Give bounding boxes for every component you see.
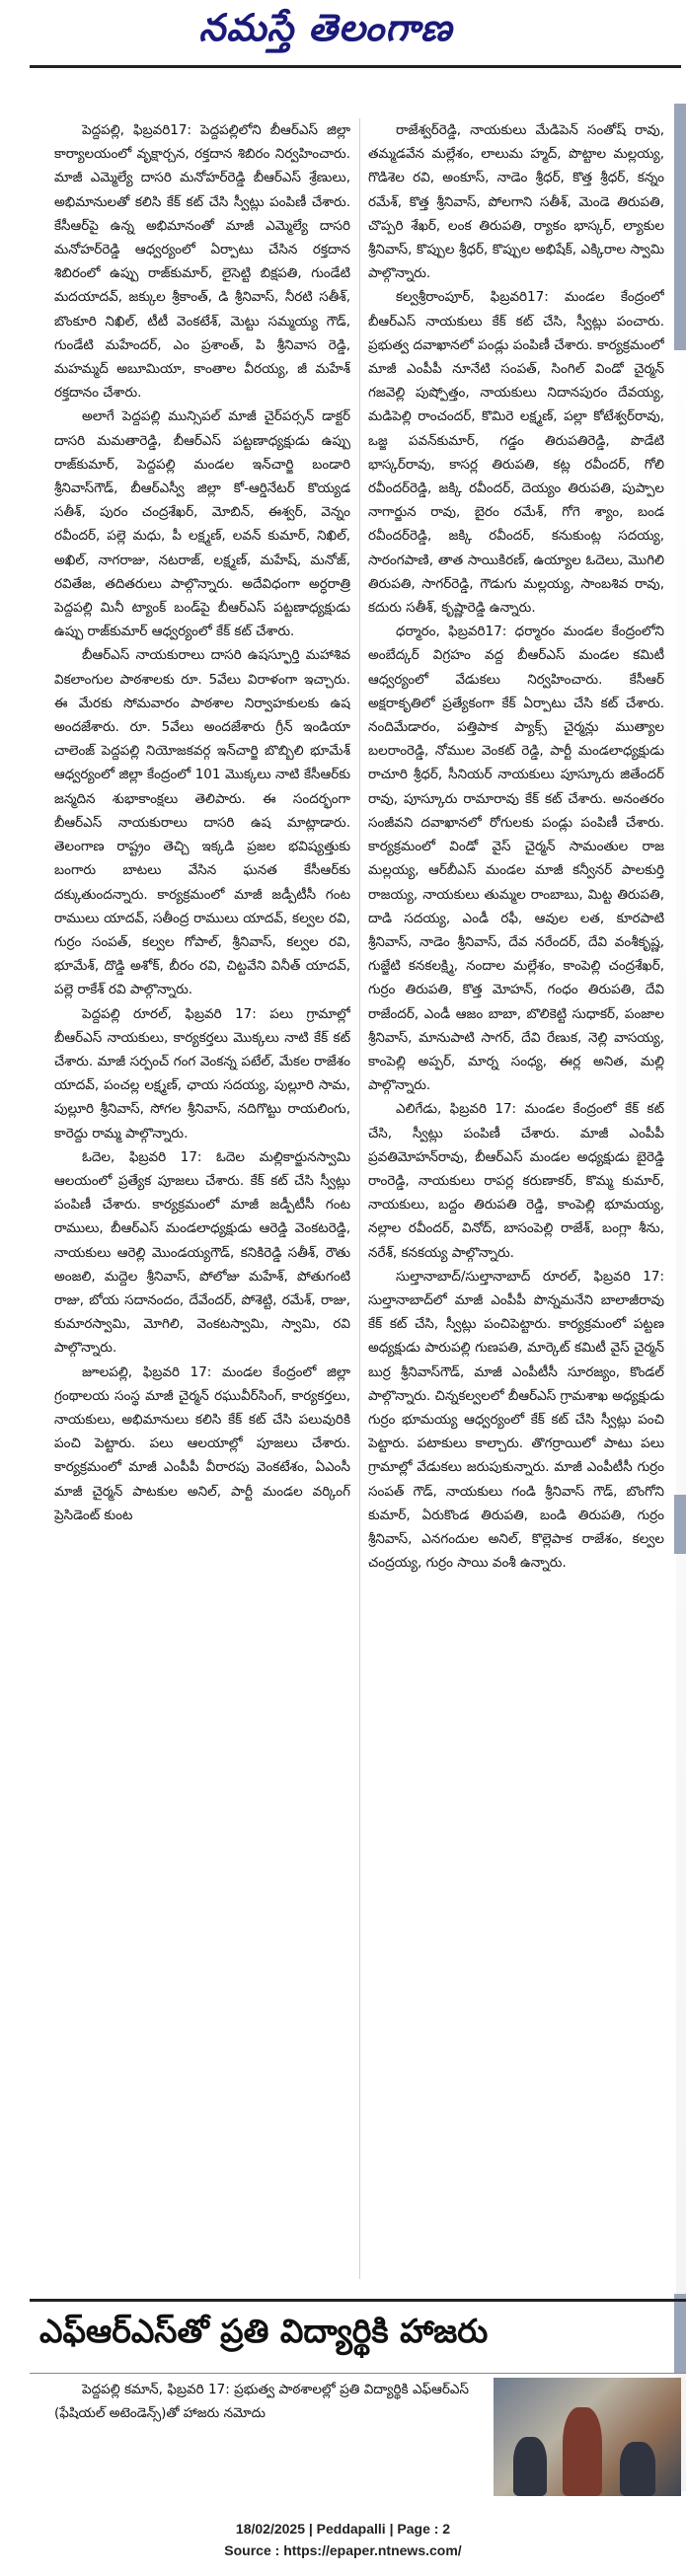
paragraph: ఓదెల, ఫిబ్రవరి 17: ఓదెల మల్లికార్జునస్వామి ఆలయంలో ప్రత్యేక పూజలు చేశారు. కేక్ కట్ చేసి స్వీట్లు పంపిణీ చేశారు. కార్యక్రమంలో మాజీ జడ్పీటీసీ గంట రాములు, బీఆర్‌ఎస్ మండలాధ్యక్షుడు ఆరెడ్డి వెంకటరెడ్డి, నాయకులు ఆరెల్లి మొండయ్యగౌడ్, కనికిరెడ్డి సతీశ్, రౌతు అంజలి, మద్దెల శ్రీనివాస్, పోలోజు మహేశ్, పోతుగంటి రాజు, బోయ సదానందం, దేవేందర్, పోశెట్టి, రమేశ్, రాజు, కుమారస్వామి, మోగిలి, వెంకటస్వామి, స్వామి, రవి పాల్గొన్నారు. — [54, 1148, 350, 1357]
masthead — [0, 0, 686, 77]
footer-date-line: 18/02/2025 | Peddapalli | Page : 2 — [235, 2521, 451, 2537]
photo-figure — [513, 2437, 547, 2496]
article-headline: ఎఫ్‌ఆర్‌ఎస్‌తో ప్రతి విద్యార్థికి హాజరు — [39, 2312, 489, 2350]
paragraph: అలాగే పెద్దపల్లి మున్సిపల్ మాజీ చైర్‌పర్సన్ డాక్టర్ దాసరి మమతారెడ్డి, బీఆర్‌ఎస్ పట్టణాధ్యక్షుడు ఉప్పు రాజ్‌కుమార్, పెద్దపల్లి మండల ఇన్‌చార్జి బండారి శ్రీనివాస్‌గౌడ్, బీఆర్‌ఎస్వీ జిల్లా కో-ఆర్డినేటర్ కొయ్యడ సతీశ్, పురం చంద్రశేఖర్, మోబిన్, ఈశ్వర్, వెన్నం రవీందర్, పల్లె మధు, పీ లక్ష్మణ్, లవన్ కుమార్, నిఖిల్, అఖిల్, నాగరాజు, నటరాజ్, లక్ష్మణ్, మహేష్, మనోజ్, రవితేజ, తదితరులు పాల్గొన్నారు. అదేవిధంగా అర్ధరాత్రి పెద్దపల్లి మినీ ట్యాంక్ బండ్‌పై బీఆర్‌ఎస్ పట్టణాధ్యక్షుడు ఉప్పు రాజ్‌కుమార్ ఆధ్వర్యంలో కేక్ కట్ చేశారు. — [54, 408, 350, 640]
paragraph: ధర్మారం, ఫిబ్రవరి17: ధర్మారం మండల కేంద్రంలోని అంబేద్కర్ విగ్రహం వద్ద బీఆర్‌ఎస్ మండల కమిటీ ఆధ్వర్యంలో వేడుకలు నిర్వహించారు. కేసీఆర్ అక్షరాకృతిలో ప్రత్యేకంగా కేక్ ఏర్పాటు చేసి కట్ చేశారు. నందిమేడారం, పత్తిపాక ప్యాక్స్ చైర్మన్లు ముత్యాల బలరాంరెడ్డి, నోముల వెంకట్ రెడ్డి, పార్టీ మండలాధ్యక్షుడు రాచూరి శ్రీధర్, సీనియర్ నాయకులు పూస్కూరు జితేందర్ రావు, పూస్కూరు రామారావు కేక్ కట్ చేశారు. అనంతరం సంజీవని దవాఖానలో రోగులకు పండ్లు పంపిణీ చేశారు. కార్యక్రమంలో విండో వైస్ చైర్మన్ సామంతుల రాజ మల్లయ్య, ఆర్‌బీఎస్ మండల మాజీ కన్వీనర్ పాలకుర్తి రాజయ్య, నాయకులు తుమ్మల రాంబాబు, మిట్ట తిరుపతి, దాడి సదయ్య, ఎండీ రఫీ, ఆవుల లత, కూరపాటి శ్రీనివాస్, నాడెం శ్రీనివాస్, దేవ నరేందర్, దేవి వంశీకృష్ణ, గుజ్జేటి కనకలక్ష్మి, నందాల మల్లేశం, కాంపెల్లి చంద్రశేఖర్, గుర్రం తిరుపతి, కొత్త మోహన్, గంధం తిరుపతి, దేవి రాజేందర్, ఎండీ ఆజం బాబా, బొలికెట్టి సుధాకర్, పంజాల శ్రీనివాస్, మానుపాటి సాగర్, దేవి రేణుక, నెల్లి వాసయ్య, కాంపెల్లి అప్పర్, మార్న సంధ్య, ఈర్ల అనిత, మల్లి పాల్గొన్నారు. — [368, 624, 664, 1094]
adjacent-page-edge — [676, 94, 686, 2491]
article-column-right — [368, 118, 664, 2279]
bottom-article — [54, 2378, 469, 2496]
adjacent-photo — [674, 1495, 686, 1554]
paragraph: కల్వశ్రీరాంపూర్, ఫిబ్రవరి17: మండల కేంద్రంలో బీఆర్‌ఎస్ నాయకులు కేక్ కట్ చేసి, స్వీట్లు పంచారు. ప్రభుత్వ దవాఖానలో పండ్లు పంపిణీ చేశారు. కార్యక్రమంలో మాజీ ఎంపీపీ నూనేటి సంపత్, సింగిల్ విండో చైర్మన్ గజవెల్లి పుష్పోత్తం, నాయకులు నిదానపురం దేవయ్య, మడిపెల్లి రాంచందర్, కొమిరె లక్ష్మణ్, పల్లా కోటేశ్వర్‌రావు, ఒజ్జ పవన్‌కుమార్, గడ్డం తిరుపతిరెడ్డి, పొడేటి భాస్కర్‌రావు, కాసర్ల తిరుపతి, కట్ల రవీందర్, గోలి రవీందర్‌రెడ్డి, జక్కి రవీందర్, దెయ్యం తిరుపతి, పుప్పాల నాగార్జున రావు, బైరం రమేశ్, గోగె శ్యాం, బండ రవీందర్‌రెడ్డి, జక్కి రవీందర్, కనుకుంట్ల సదయ్య, సారంగపాణి, తాత సాయికిరణ్, ఉయ్యాల ఓదెలు, మొగిలి తిరుపతి, సాగర్‌రెడ్డి, గౌడుగు మల్లయ్య, సాంబశివ రావు, కదురు సతీశ్, కృష్ణారెడ్డి ఉన్నారు. — [368, 289, 664, 617]
classroom-photo — [494, 2378, 681, 2496]
main-article — [54, 118, 671, 2279]
paragraph: పెద్దపల్లి కమాన్, ఫిబ్రవరి 17: ప్రభుత్వ పాఠశాలల్లో ప్రతి విద్యార్థికి ఎఫ్‌ఆర్‌ఎస్ (ఫేషియల్ అటెండెన్స్)తో హాజరు నమోదు — [54, 2382, 469, 2421]
paragraph: జూలపల్లి, ఫిబ్రవరి 17: మండల కేంద్రంలో జిల్లా గ్రంథాలయ సంస్థ మాజీ చైర్మన్ రఘువీర్‌సింగ్, కార్యకర్తలు, నాయకులు, అభిమానులు కలిసి కేక్ కట్ చేసి పలువురికి పంచి పెట్టారు. పలు ఆలయాల్లో పూజలు చేశారు. కార్యక్రమంలో మాజీ ఎంపీపీ వీరారపు వెంకటేశం, ఏఎంసీ మాజీ చైర్మన్ పాటకుల అనిల్, పార్టీ మండల వర్కింగ్ ప్రెసిడెంట్ కుంట — [54, 1363, 350, 1523]
paragraph: సుల్తానాబాద్/సుల్తానాబాద్ రూరల్, ఫిబ్రవరి 17: సుల్తానాబాద్‌లో మాజీ ఎంపీపీ పొన్నమనేని బాలాజీరావు కేక్ కట్ చేసి, స్వీట్లు పంచిపెట్టారు. కార్యక్రమంలో పట్టణ అధ్యక్షుడు పారుపల్లి గుణపతి, మార్కెట్ కమిటీ వైస్ చైర్మన్ బుర్ర శ్రీనివాస్‌గౌడ్, మాజీ ఎంపీటీసీ సూరజ్యం, కొండల్ పాల్గొన్నారు. చిన్నకల్వలలో బీఆర్‌ఎస్ గ్రామశాఖ అధ్యక్షుడు గుర్రం భూమయ్య ఆధ్వర్యంలో కేక్ కట్ చేసి స్వీట్లు పంచి పెట్టారు. పటాకులు కాల్చారు. తొగర్రాయిలో పాటు పలు గ్రామాల్లో వేడుకలు జరుపుకున్నారు. మాజీ ఎంపీటీసీ గుర్రం సంపత్ గౌడ్, నాయకులు గండి శ్రీనివాస్ గౌడ్, బొంగోని కుమార్, ఏరుకొండ తిరుపతి, బండి తిరుపతి, గుర్రం శ్రీనివాస్, ఎనగందుల అనిల్, కొల్లెపాక రాజేశం, కల్వల చంద్రయ్య, గుర్రం సాయి వంశీ ఉన్నారు. — [368, 1268, 664, 1572]
photo-figure — [563, 2407, 602, 2496]
paragraph: రాజేశ్వర్‌రెడ్డి, నాయకులు మేడిపెన్ సంతోష్ రావు, తమ్మడవేన మల్లేశం, లాలుమ హ్మద్, పొట్టాల మల్లయ్య, గొడిశెల రవి, అంకూస్, నాడెం శ్రీధర్, కొత్త శ్రీధర్, కన్నం రమేశ్, కొత్త శ్రీనివాస్, పోలగాని సతీశ్, మెండె తిరుపతి, చొప్పరి శేఖర్, లంక తిరుపతి, ర్యాకం భాస్కర్, ల్యాకుల శ్రీనివాస్, కొప్పుల శ్రీధర్, కొప్పుల అభిషేక్, ఎక్కిరాల స్వామి పాల్గొన్నారు. — [368, 122, 664, 282]
article-column-left — [54, 118, 350, 2279]
page-footer — [0, 2518, 686, 2561]
paragraph: ఎలిగేడు, ఫిబ్రవరి 17: మండల కేంద్రంలో కేక్ కట్ చేసి, స్వీట్లు పంపిణీ చేశారు. మాజీ ఎంపీపీ ప్రవతిమోహన్‌రావు, బీఆర్‌ఎస్ మండల అధ్యక్షుడు బైరెడ్డి రాంరెడ్డి, నాయకులు రాపర్ల కరుణాకర్, కొమ్మ కుమార్, నాయకులు, బద్దం తిరుపతి రెడ్డి, కాంపెల్లి భూమయ్య, నల్లాల రవీందర్, వినోద్, బాసంపెల్లి రాజేశ్, బంగ్లా శీను, నరేశ్, కనకయ్య పాల్గొన్నారు. — [368, 1101, 664, 1261]
adjacent-photo — [674, 104, 686, 350]
masthead-title: నమస్తే తెలంగాణ — [198, 6, 453, 49]
column-divider — [359, 118, 360, 2279]
masthead-rule — [30, 65, 681, 68]
paragraph: బీఆర్‌ఎస్ నాయకురాలు దాసరి ఉషస్ఫూర్తి మహాశివ వికలాంగుల పాఠశాలకు రూ. 5వేలు విరాళంగా ఇచ్చారు. ఈ మేరకు సోమవారం పాఠశాల నిర్వాహకులకు ఉష అందజేశారు. రూ. 5వేలు అందజేశారు గ్రీన్ ఇండియా చాలెంజ్ పెద్దపల్లి నియోజకవర్గ ఇన్‌చార్జి బొబ్బిలి భూమేశ్ ఆధ్వర్యంలో జిల్లా కేంద్రంలో 101 మొక్కలు నాటి కేసీఆర్‌కు జన్మదిన శుభాకాంక్షలు తెలిపారు. ఈ సందర్భంగా బీఆర్‌ఎస్ నాయకురాలు దాసరి ఉష మాట్లాడారు. తెలంగాణ రాష్ట్రం తెచ్చి ఇక్కడి ప్రజల భవిష్యత్తుకు బంగారు బాటలు వేసిన ఘనత కేసీఆర్‌కు దక్కుతుందన్నారు. కార్యక్రమంలో మాజీ జడ్పీటీసీ గంట రాములు యాదవ్, సతీంద్ర రాములు యాదవ్, కల్వల రవి, గుర్రం సంపత్, కల్వల గోపాల్, శ్రీనివాస్, కల్వల రవి, భూమేశ్, దొడ్డి అశోక్, బీరం రవి, చిట్టవేని వినీత్ యాదవ్, పల్లె రాకేశ్ రవి పాల్గొన్నారు. — [54, 647, 350, 998]
footer-source-line: Source : https://epaper.ntnews.com/ — [224, 2542, 462, 2558]
photo-figure — [620, 2442, 655, 2496]
paragraph: పెద్దపల్లి, ఫిబ్రవరి17: పెద్దపల్లిలోని బీఆర్‌ఎస్ జిల్లా కార్యాలయంలో వృక్షార్చన, రక్తదాన శిబిరం నిర్వహించారు. మాజీ ఎమ్మెల్యే దాసరి మనోహర్‌రెడ్డి బీఆర్‌ఎస్ శ్రేణులు, అభిమానులతో కలిసి కేక్ కట్ చేసి స్వీట్లు పంపిణీ చేశారు. కేసీఆర్‌పై ఉన్న అభిమానంతో మాజీ ఎమ్మెల్యే దాసరి మనోహర్‌రెడ్డి ఆధ్వర్యంలో ఏర్పాటు చేసిన రక్తదాన శిబిరంలో ఉప్పు రాజ్‌కుమార్, లైసెట్టి బిక్షపతి, గుండేటి మదయాదవ్, జక్కుల శ్రీకాంత్, డి శ్రీనివాస్, నీరటి సతీశ్, బొంకూరి నిఖిల్, టీటీ వెంకటేశ్, మెట్టు సమ్మయ్య గౌడ్, గుండేటి మహేందర్, ఎం ప్రశాంత్, పి శ్రీనివాస రెడ్డి, మహమ్మద్ అబూమియా, కాంతాల వీరయ్య, జీ మహేశ్ రక్తదానం చేశారు. — [54, 122, 350, 402]
headline-band — [30, 2299, 686, 2374]
paragraph: పెద్దపల్లి రూరల్, ఫిబ్రవరి 17: పలు గ్రామాల్లో బీఆర్‌ఎస్ నాయకులు, కార్యకర్తలు మొక్కలు నాటి కేక్ కట్ చేశారు. మాజీ సర్పంచ్ గంగ వెంకన్న పటేల్, మేకల రాజేశం యాదవ్, పంచల్ల లక్ష్మణ్, ఛాయ సదయ్య, పుల్లూరి సామ, పుల్లూరి శ్రీనివాస్, సోగల శ్రీనివాస్, నదిగొట్టు రాయలింగు, కారెద్దు రామ్మ పాల్గొన్నారు. — [54, 1005, 350, 1141]
